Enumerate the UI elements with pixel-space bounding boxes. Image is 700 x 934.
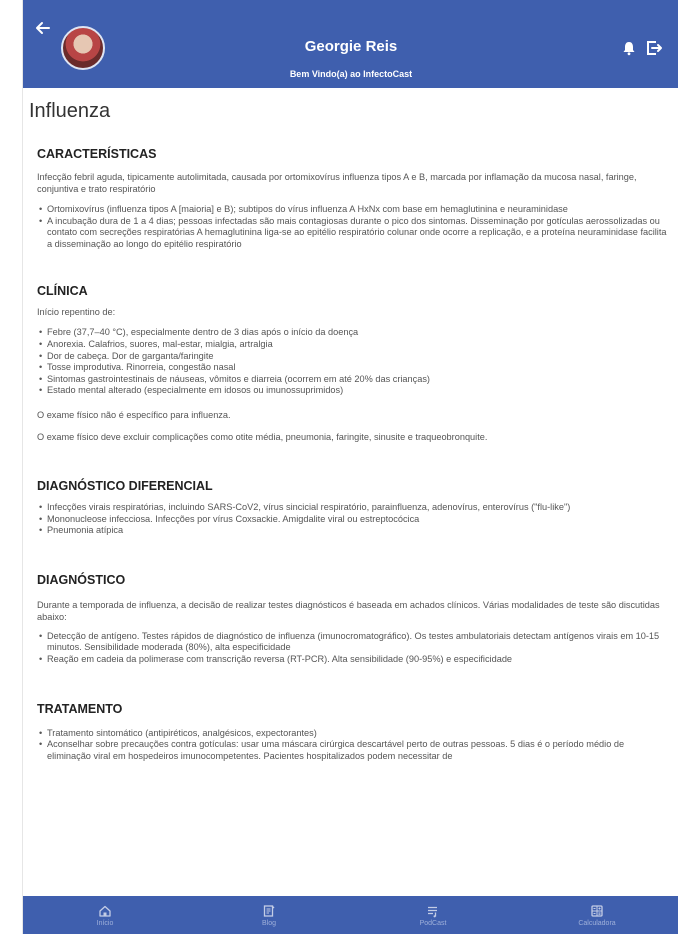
list-item: • Detecção de antígeno. Testes rápidos de diagnóstico de influenza (imunocromatográfico). Os testes ambulatoriais detectam antígenos virais em 10-15 minutos. Sensibilidade moderada (80%), alta especificidade: [37, 631, 667, 654]
arrow-left-icon[interactable]: [33, 18, 53, 38]
nav-label: Início: [96, 919, 114, 927]
section-title: DIAGNÓSTICO: [37, 572, 126, 587]
app-header: [23, 0, 678, 88]
list-item: • Reação em cadeia da polimerase com transcrição reversa (RT-PCR). Alta sensibilidade (90-95%) e especificidade: [37, 654, 667, 666]
list-item: • Infecções virais respiratórias, incluindo SARS-CoV2, vírus sincicial respiratório, parainfluenza, adenovírus, enterovírus ("flu-like"): [37, 502, 667, 514]
nav-label: Blog: [261, 919, 276, 927]
list-item: • Ortomixovírus (influenza tipos A [maioria] e B); subtipos do vírus influenza A HxNx com base em hemaglutinina e neuraminidase: [37, 204, 667, 216]
section-paragraph: O exame físico não é específico para influenza.: [37, 409, 231, 420]
section-diagnostico-diferencial: [37, 479, 667, 537]
bottom-navigation: [23, 896, 678, 934]
logout-icon[interactable]: [645, 39, 663, 57]
section-diagnostico: [37, 573, 667, 666]
section-title: CLÍNICA: [37, 284, 88, 299]
list-item: • Sintomas gastrointestinais de náuseas, vômitos e diarreia (ocorrem em até 20% das crianças): [37, 374, 667, 386]
bullet-list: [37, 728, 667, 763]
section-paragraph: O exame físico deve excluir complicações como otite média, pneumonia, faringite, sinusite e traqueobronquite.: [37, 431, 488, 442]
home-icon: [98, 904, 112, 918]
list-item: • Dor de cabeça. Dor de garganta/faringite: [37, 351, 667, 363]
list-item: • Anorexia. Calafrios, suores, mal-estar, mialgia, artralgia: [37, 339, 667, 351]
list-item: • Aconselhar sobre precauções contra gotículas: usar uma máscara cirúrgica descartável perto de outras pessoas. 5 dias é o período médio de eliminação viral em hospedeiros imunocompetentes. Pacientes hospitalizados podem necessitar de: [37, 739, 667, 762]
nav-item-podcast[interactable]: [351, 896, 515, 934]
bullet-list: [37, 631, 667, 666]
section-intro: Início repentino de:: [37, 307, 116, 318]
bullet-list: [37, 327, 667, 397]
playlist-icon: [426, 904, 440, 918]
list-item: • Tratamento sintomático (antipiréticos, analgésicos, expectorantes): [37, 728, 667, 740]
nav-item-calculadora[interactable]: [515, 896, 678, 934]
bell-icon[interactable]: [621, 40, 637, 56]
list-item: • Mononucleose infecciosa. Infecções por vírus Coxsackie. Amigdalite viral ou estreptocócica: [37, 514, 667, 526]
blog-icon: [262, 904, 276, 918]
list-item: • Estado mental alterado (especialmente em idosos ou imunossuprimidos): [37, 385, 667, 397]
section-paragraph: Infecção febril aguda, tipicamente autolimitada, causada por ortomixovírus influenza tipos A e B, marcada por inflamação da mucosa nasal, faringe, conjuntiva e trato respiratório: [37, 172, 637, 194]
list-item: • A incubação dura de 1 a 4 dias; pessoas infectadas são mais contagiosas durante o pico dos sintomas. Disseminação por gotículas aerossolizadas ou contato com secreções respiratórias A hemaglutinina liga-se ao epitélio respiratório colunar onde ocorre a replicação, e a proteína neuraminidase facilita a disseminação ao longo do epitélio respiratório: [37, 216, 667, 251]
section-title: TRATAMENTO: [37, 701, 123, 716]
list-item: • Febre (37,7–40 °C), especialmente dentro de 3 dias após o início da doença: [37, 327, 667, 339]
section-tratamento: [37, 702, 667, 763]
welcome-message: Bem Vindo(a) ao InfectoCast: [289, 69, 413, 79]
calculator-icon: [590, 904, 604, 918]
bullet-list: [37, 502, 667, 537]
section-title: CARACTERÍSTICAS: [37, 147, 157, 161]
bullet-list: [37, 204, 667, 250]
section-clinica: [37, 284, 667, 443]
page-title: Influenza: [29, 100, 111, 122]
app-frame: [22, 0, 678, 934]
nav-label: Calculadora: [578, 919, 616, 927]
user-name: Georgie Reis: [304, 38, 398, 55]
list-item: • Pneumonia atípica: [37, 525, 667, 537]
nav-item-blog[interactable]: [187, 896, 351, 934]
section-title: DIAGNÓSTICO DIFERENCIAL: [37, 478, 213, 493]
content-area[interactable]: [23, 88, 678, 896]
nav-label: PodCast: [419, 919, 447, 927]
nav-item-inicio[interactable]: [23, 896, 187, 934]
section-paragraph: Durante a temporada de influenza, a decisão de realizar testes diagnósticos é baseada em achados clínicos. Várias modalidades de teste são discutidas abaixo:: [37, 599, 660, 622]
section-caracteristicas: [37, 147, 667, 250]
list-item: • Tosse improdutiva. Rinorreia, congestão nasal: [37, 362, 667, 374]
